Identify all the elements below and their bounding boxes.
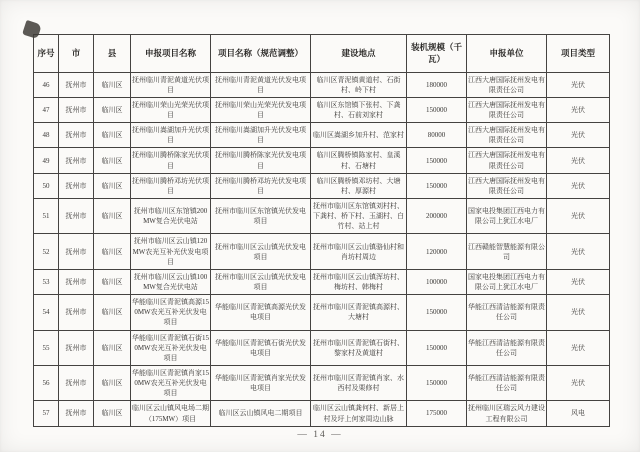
table-cell: 抚州市 (59, 148, 94, 173)
table-cell: 抚州临川荣山光荣光伏发电项目 (211, 97, 311, 122)
table-cell: 华能临川区青泥镇石街150MW农光互补光伏发电项目 (131, 330, 211, 365)
table-cell: 抚州市 (59, 72, 94, 97)
table-cell: 46 (34, 72, 59, 97)
table-cell: 200000 (407, 199, 467, 234)
table-cell: 抚州市 (59, 366, 94, 401)
table-cell: 抚州临川腾桥邓坊光伏发电项目 (211, 173, 311, 198)
table-cell: 150000 (407, 148, 467, 173)
table-cell: 临川区 (94, 366, 131, 401)
table-cell: 光伏 (547, 330, 610, 365)
table-cell: 55 (34, 330, 59, 365)
table-cell: 光伏 (547, 269, 610, 294)
table-cell: 光伏 (547, 234, 610, 269)
table-cell: 临川区 (94, 97, 131, 122)
table-cell: 临川区云山镇风电场二期（175MW）项目 (131, 401, 211, 426)
column-header: 建设地点 (311, 35, 407, 73)
table-cell: 47 (34, 97, 59, 122)
table-cell: 临川区 (94, 401, 131, 426)
table-cell: 江西大唐国际抚州发电有限责任公司 (467, 148, 547, 173)
table-row (34, 123, 610, 148)
table-header-row (34, 35, 610, 73)
table-cell: 抚州临川腾桥陈家光伏项目 (131, 148, 211, 173)
table-cell: 120000 (407, 234, 467, 269)
column-header: 申报项目名称 (131, 35, 211, 73)
table-cell: 抚州市临川区云山镇120MW农光互补光伏发电项目 (131, 234, 211, 269)
column-header: 装机规模（千瓦） (407, 35, 467, 73)
table-row (34, 330, 610, 365)
table-cell: 抚州市临川区云山镇100MW复合光伏电站 (131, 269, 211, 294)
table-cell: 抚州市 (59, 123, 94, 148)
projects-table (33, 34, 610, 427)
table-cell: 抚州市临川区云山镇骆仙村和肖坊村周边 (311, 234, 407, 269)
table-cell: 华能临川区青泥镇肖家光伏发电项目 (211, 366, 311, 401)
column-header: 市 (59, 35, 94, 73)
table-cell: 180000 (407, 72, 467, 97)
column-header: 项目名称（规范调整） (211, 35, 311, 73)
table-cell: 华能江西清洁能源有限责任公司 (467, 366, 547, 401)
table-cell: 54 (34, 295, 59, 330)
table-cell: 150000 (407, 173, 467, 198)
table-cell: 风电 (547, 401, 610, 426)
table-cell: 抚州市 (59, 199, 94, 234)
table-cell: 光伏 (547, 295, 610, 330)
table-cell: 抚州市临川区青泥镇肖家、水西村及栗修村 (311, 366, 407, 401)
column-header: 项目类型 (547, 35, 610, 73)
column-header: 序号 (34, 35, 59, 73)
table-cell: 国家电投集团江西电力有限公司上犹江水电厂 (467, 269, 547, 294)
table-cell: 光伏 (547, 199, 610, 234)
table-row (34, 295, 610, 330)
table-row (34, 173, 610, 198)
table-cell: 临川区 (94, 173, 131, 198)
table-cell: 抚州临川腾桥陈家光伏发电项目 (211, 148, 311, 173)
table-cell: 51 (34, 199, 59, 234)
table-cell: 华能临川区青泥镇肖家150MW农光互补光伏发电项目 (131, 366, 211, 401)
table-cell: 江西大唐国际抚州发电有限责任公司 (467, 97, 547, 122)
table-cell: 抚州市 (59, 173, 94, 198)
table-cell: 抚州市临川区东馆镇200MW复合光伏电站 (131, 199, 211, 234)
table-cell: 抚州市临川区云山镇光伏发电项目 (211, 234, 311, 269)
table-cell: 临川区嵩湖乡加升村、范家村 (311, 123, 407, 148)
table-cell: 150000 (407, 97, 467, 122)
table-cell: 抚州临川嵩湖加升光伏发电项目 (211, 123, 311, 148)
table-cell: 抚州临川腾桥邓坊光伏项目 (131, 173, 211, 198)
table-cell: 48 (34, 123, 59, 148)
table-row (34, 269, 610, 294)
table-cell: 52 (34, 234, 59, 269)
table-cell: 抚州市 (59, 295, 94, 330)
table-cell: 临川区 (94, 234, 131, 269)
table-cell: 华能江西清洁能源有限责任公司 (467, 330, 547, 365)
table-cell: 临川区东馆镇下张村、下龚村、石前刘家村 (311, 97, 407, 122)
table-cell: 抚州临川荣山光荣光伏项目 (131, 97, 211, 122)
table-cell: 抚州市临川区云山镇浑坊村、梅坊村、韩梅村 (311, 269, 407, 294)
table-cell: 57 (34, 401, 59, 426)
table-row (34, 366, 610, 401)
table-cell: 抚州临川青泥黄道光伏项目 (131, 72, 211, 97)
table-body (34, 72, 610, 426)
table-cell: 临川区 (94, 72, 131, 97)
table-cell: 临川区云山镇龚何村、新居上村及圩上何家周边山脉 (311, 401, 407, 426)
table-cell: 华能临川区青泥镇石街光伏发电项目 (211, 330, 311, 365)
table-cell: 50 (34, 173, 59, 198)
table-cell: 抚州市临川区东馆镇刘村村、下龚村、桥下村、玉湖村、白竹村、站上村 (311, 199, 407, 234)
table-cell: 80000 (407, 123, 467, 148)
table-cell: 临川区 (94, 295, 131, 330)
table-cell: 抚州临川嵩湖加升光伏项目 (131, 123, 211, 148)
table-cell: 临川区 (94, 199, 131, 234)
table-cell: 江西赣能智慧能源有限公司 (467, 234, 547, 269)
table-cell: 临川区 (94, 148, 131, 173)
table-cell: 临川区腾桥镇邓坊村、大塘村、厚源村 (311, 173, 407, 198)
table-cell: 江西大唐国际抚州发电有限责任公司 (467, 123, 547, 148)
table-cell: 临川区 (94, 123, 131, 148)
table-cell: 华能江西清洁能源有限责任公司 (467, 295, 547, 330)
table-row (34, 148, 610, 173)
table-cell: 光伏 (547, 97, 610, 122)
table-cell: 临川区 (94, 330, 131, 365)
table-cell: 临川区腾桥镇陈家村、皇溪村、石塘村 (311, 148, 407, 173)
table-cell: 抚州市 (59, 234, 94, 269)
table-cell: 光伏 (547, 148, 610, 173)
table-cell: 光伏 (547, 366, 610, 401)
table-cell: 江西大唐国际抚州发电有限责任公司 (467, 173, 547, 198)
table-cell: 抚州市临川区东馆镇光伏发电项目 (211, 199, 311, 234)
table-cell: 抚州市 (59, 330, 94, 365)
table-cell: 抚州市临川区云山镇光伏发电项目 (211, 269, 311, 294)
page-number: — 14 — (297, 430, 343, 440)
table-cell: 100000 (407, 269, 467, 294)
table-cell: 150000 (407, 330, 467, 365)
table-cell: 53 (34, 269, 59, 294)
table-cell: 抚州市 (59, 401, 94, 426)
table-cell: 抚州临川青泥黄道光伏发电项目 (211, 72, 311, 97)
table-cell: 56 (34, 366, 59, 401)
table-cell: 抚州市 (59, 269, 94, 294)
table-cell: 抚州市临川区青泥镇石街村、黎家村及黄道村 (311, 330, 407, 365)
table-row (34, 234, 610, 269)
column-header: 申报单位 (467, 35, 547, 73)
table-cell: 华能临川区青泥镇高源150MW农光互补光伏发电项目 (131, 295, 211, 330)
table-row (34, 199, 610, 234)
table-cell: 临川区 (94, 269, 131, 294)
table-cell: 150000 (407, 295, 467, 330)
table-cell: 江西大唐国际抚州发电有限责任公司 (467, 72, 547, 97)
table-cell: 抚州市临川区青泥镇高源村、大塘村 (311, 295, 407, 330)
table-cell: 光伏 (547, 173, 610, 198)
table-cell: 临川区青泥镇黄道村、石街村、岭下村 (311, 72, 407, 97)
column-header: 县 (94, 35, 131, 73)
table-row (34, 97, 610, 122)
table-cell: 175000 (407, 401, 467, 426)
table-cell: 光伏 (547, 72, 610, 97)
table-cell: 光伏 (547, 123, 610, 148)
table-row (34, 401, 610, 426)
table-cell: 临川区云山镇风电二期项目 (211, 401, 311, 426)
table-cell: 抚州市 (59, 97, 94, 122)
table-cell: 150000 (407, 366, 467, 401)
table-cell: 华能临川区青泥镇高源光伏发电项目 (211, 295, 311, 330)
table-cell: 国家电投集团江西电力有限公司上犹江水电厂 (467, 199, 547, 234)
table-cell: 抚州临川区瑞云风力建设工程有限公司 (467, 401, 547, 426)
table-cell: 49 (34, 148, 59, 173)
table-row (34, 72, 610, 97)
